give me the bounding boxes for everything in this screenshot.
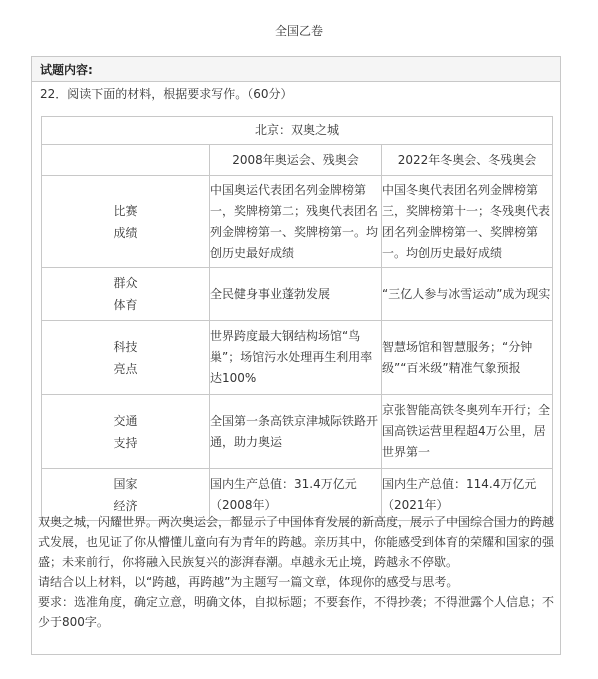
- question-prompt: 22．阅读下面的材料，根据要求写作。（60分）: [40, 87, 293, 101]
- table-title: 北京：双奥之城: [42, 117, 553, 145]
- question-box-header: [32, 57, 560, 82]
- table-title-row: [42, 117, 553, 145]
- cell-2008: 全国第一条高铁京津城际铁路开通，助力奥运: [210, 395, 382, 469]
- material-paragraph: 双奥之城，闪耀世界。两次奥运会，都显示了中国体育发展的新高度，展示了中国综合国力的跨越式发展，也见证了你从懵懂儿童向有为青年的跨越。亲历其中，你能感受到体育的荣耀和国家的强盛；未来前行，你将融入民族复兴的澎湃春潮。卓越永无止境，跨越永不停歇。: [38, 515, 555, 569]
- row-label-line: 交通: [113, 413, 138, 428]
- page-title: 全国乙卷: [274, 24, 323, 38]
- header-2008: 2008年奥运会、残奥会: [210, 145, 382, 176]
- cell-2022: 国内生产总值：114.4万亿元（2021年）: [382, 469, 553, 521]
- header-2022: 2022年冬奥会、冬残奥会: [382, 145, 553, 176]
- cell-2008: 全民健身事业蓬勃发展: [210, 268, 382, 321]
- row-label: [42, 268, 210, 321]
- row-label: [42, 176, 210, 268]
- row-label-line: 成绩: [113, 225, 138, 240]
- material-table: [41, 116, 553, 521]
- cell-2008: 中国奥运代表团名列金牌榜第一，奖牌榜第二；残奥代表团名列金牌榜第一、奖牌榜第一。均创历史最好成绩: [210, 176, 382, 268]
- content-label: 试题内容:: [40, 63, 93, 77]
- row-label-line: 比赛: [113, 203, 138, 218]
- row-label: [42, 321, 210, 395]
- row-label-line: 科技: [113, 339, 138, 354]
- row-label-line: 群众: [113, 276, 138, 290]
- cell-2022: 中国冬奥代表团名列金牌榜第三，奖牌榜第十一；冬残奥代表团名列金牌榜第一、奖牌榜第一。均创历史最好成绩: [382, 176, 553, 268]
- table-row: [42, 268, 553, 321]
- table-row: [42, 395, 553, 469]
- cell-2008: 世界跨度最大钢结构场馆“鸟巢”；场馆污水处理再生利用率达100%: [210, 321, 382, 395]
- table-row: [42, 176, 553, 268]
- row-label-line: 体育: [113, 298, 138, 312]
- table-row: [42, 321, 553, 395]
- row-label-line: 经济: [113, 498, 138, 513]
- table-header-row: [42, 145, 553, 176]
- cell-2022: 智慧场馆和智慧服务；“分钟级”“百米级”精准气象预报: [382, 321, 553, 395]
- row-label: [42, 395, 210, 469]
- cell-2022: 京张智能高铁冬奥列车开行；全国高铁运营里程超4万公里，居世界第一: [382, 395, 553, 469]
- prompt-text: [38, 512, 558, 632]
- row-label-line: 亮点: [113, 361, 138, 376]
- header-blank-cell: [42, 145, 210, 176]
- row-label-line: 支持: [113, 435, 138, 450]
- row-label-line: 国家: [113, 476, 138, 491]
- requirements: 要求：选准角度，确定立意，明确文体，自拟标题；不要套作，不得抄袭；不得泄露个人信息；不少于800字。: [38, 595, 555, 629]
- task-instruction: 请结合以上材料，以“跨越，再跨越”为主题写一篇文章，体现你的感受与思考。: [38, 575, 459, 589]
- cell-2008: 国内生产总值：31.4万亿元（2008年）: [210, 469, 382, 521]
- cell-2022: “三亿人参与冰雪运动”成为现实: [382, 268, 553, 321]
